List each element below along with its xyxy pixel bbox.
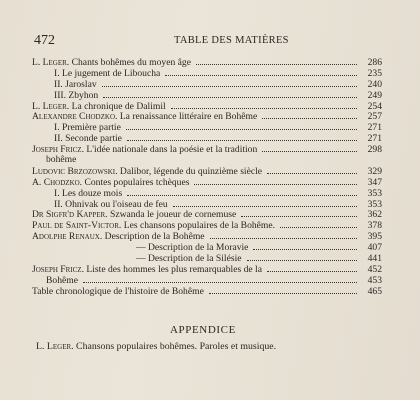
toc-entry xyxy=(32,264,382,275)
toc-title: L'idée nationale dans la poésie et la tradition xyxy=(86,144,258,156)
toc-entry xyxy=(32,122,382,133)
toc-page: 257 xyxy=(367,111,382,123)
dot-leader xyxy=(102,79,357,87)
toc-author: L. Leger. xyxy=(32,57,70,68)
toc-entry xyxy=(32,275,382,286)
toc-title: La renaissance littéraire en Bohême xyxy=(119,111,258,123)
appendix-author: L. Leger. xyxy=(36,341,74,352)
toc-title: I. Les douze mois xyxy=(54,187,123,199)
toc-entry xyxy=(32,177,382,188)
toc-page: 298 xyxy=(367,144,382,156)
toc-page: 329 xyxy=(367,165,382,177)
page-header xyxy=(34,33,396,49)
toc-entry xyxy=(32,166,382,177)
toc-author: Ludovic Brzozowski. xyxy=(32,165,118,177)
toc-page: 353 xyxy=(367,187,382,199)
toc-page: 407 xyxy=(367,242,382,254)
toc-title: La chronique de Dalimil xyxy=(71,100,166,112)
appendix-entry xyxy=(36,341,276,352)
appendix-text: Chansons populaires bohêmes. Paroles et musique. xyxy=(76,341,277,352)
toc-title: Bohême xyxy=(46,274,78,286)
toc-entry xyxy=(32,101,382,112)
appendix-title: APPENDICE xyxy=(170,324,236,336)
toc-title: Les chansons populaires de la Bohême. xyxy=(123,220,276,232)
toc-title: I. Le jugement de Libouchа xyxy=(54,67,161,79)
toc-page: 240 xyxy=(367,78,382,90)
toc-author: Dr Sigfr'd Kapper. xyxy=(32,209,108,221)
dot-leader xyxy=(126,122,357,130)
toc-entry xyxy=(32,68,382,79)
toc-entry xyxy=(32,144,382,155)
dot-leader xyxy=(165,68,357,76)
dot-leader xyxy=(253,242,357,250)
dot-leader xyxy=(209,286,357,294)
dot-leader xyxy=(267,264,357,272)
dot-leader xyxy=(103,90,357,98)
toc-title: — Description de la Moravie xyxy=(136,242,249,254)
toc-title: II. Seconde partie xyxy=(54,133,122,145)
toc-entry xyxy=(32,111,382,122)
dot-leader xyxy=(83,275,357,283)
toc-title: Chants bohêmes du moyen âge xyxy=(71,57,191,68)
running-title: TABLE DES MATIÈRES xyxy=(174,35,289,46)
toc-title: bohême xyxy=(46,155,77,166)
toc-entry xyxy=(32,253,382,264)
toc-page: 465 xyxy=(367,285,382,297)
toc-entry xyxy=(32,220,382,231)
toc-page: 286 xyxy=(367,57,382,68)
toc-entry xyxy=(32,90,382,101)
toc-entry xyxy=(32,231,382,242)
dot-leader xyxy=(267,166,357,174)
toc-title: II. Ohnivak ou l'oiseau de feu xyxy=(54,198,168,210)
toc-title: Description de la Bohême xyxy=(104,231,205,243)
toc-page: 452 xyxy=(367,263,382,275)
toc-page: 353 xyxy=(367,198,382,210)
toc-title: Table chronologique de l'histoire de Bohême xyxy=(32,285,204,297)
toc-author: Joseph Fricz. xyxy=(32,144,84,156)
dot-leader xyxy=(241,209,357,217)
toc-author: L. Leger. xyxy=(32,100,70,112)
toc-entry xyxy=(32,286,382,297)
toc-entry xyxy=(32,188,382,199)
toc-author: Joseph Fricz. xyxy=(32,263,84,275)
toc-page: 441 xyxy=(367,253,382,264)
dot-leader xyxy=(127,188,357,196)
dot-leader xyxy=(194,177,357,185)
dot-leader xyxy=(173,199,357,207)
toc-entry xyxy=(32,57,382,68)
toc-page: 378 xyxy=(367,220,382,232)
table-of-contents xyxy=(32,57,382,297)
toc-page: 254 xyxy=(367,100,382,112)
toc-entry xyxy=(32,209,382,220)
toc-title: I. Première partie xyxy=(54,122,121,134)
toc-page: 235 xyxy=(367,67,382,79)
toc-entry-continuation xyxy=(32,155,382,166)
dot-leader xyxy=(262,111,357,119)
toc-page: 347 xyxy=(367,176,382,188)
dot-leader xyxy=(280,220,357,228)
dot-leader xyxy=(247,253,357,261)
toc-title: Dalibor, légende du quinzième siècle xyxy=(119,165,263,177)
toc-page: 249 xyxy=(367,89,382,101)
toc-entry xyxy=(32,79,382,90)
toc-author: Paul de Saint-Victor. xyxy=(32,220,122,232)
page-number: 472 xyxy=(34,33,55,48)
toc-title: II. Jaroslav xyxy=(54,78,97,90)
toc-author: A. Chodzko. xyxy=(32,176,83,188)
toc-entry xyxy=(32,133,382,144)
toc-page: 362 xyxy=(367,209,382,221)
toc-author: Adolphe Renaux. xyxy=(32,231,103,243)
toc-page: 271 xyxy=(367,122,382,134)
dot-leader xyxy=(210,231,357,239)
dot-leader xyxy=(171,101,357,109)
dot-leader xyxy=(262,144,357,152)
toc-title: Liste des hommes les plus remarquables de la xyxy=(86,263,262,275)
toc-title: Contes populaires tchèques xyxy=(84,176,190,188)
toc-entry xyxy=(32,242,382,253)
dot-leader xyxy=(196,57,357,65)
toc-title: III. Zbyhon xyxy=(54,89,99,101)
dot-leader xyxy=(127,133,357,141)
toc-page: 453 xyxy=(367,274,382,286)
toc-entry xyxy=(32,199,382,210)
toc-title: Szwanda le joueur de cornemuse xyxy=(109,209,237,221)
toc-author: Alexandre Chodzko. xyxy=(32,111,118,123)
toc-page: 395 xyxy=(367,231,382,243)
toc-page: 271 xyxy=(367,133,382,145)
toc-title: — Description de la Silésie xyxy=(136,253,242,264)
